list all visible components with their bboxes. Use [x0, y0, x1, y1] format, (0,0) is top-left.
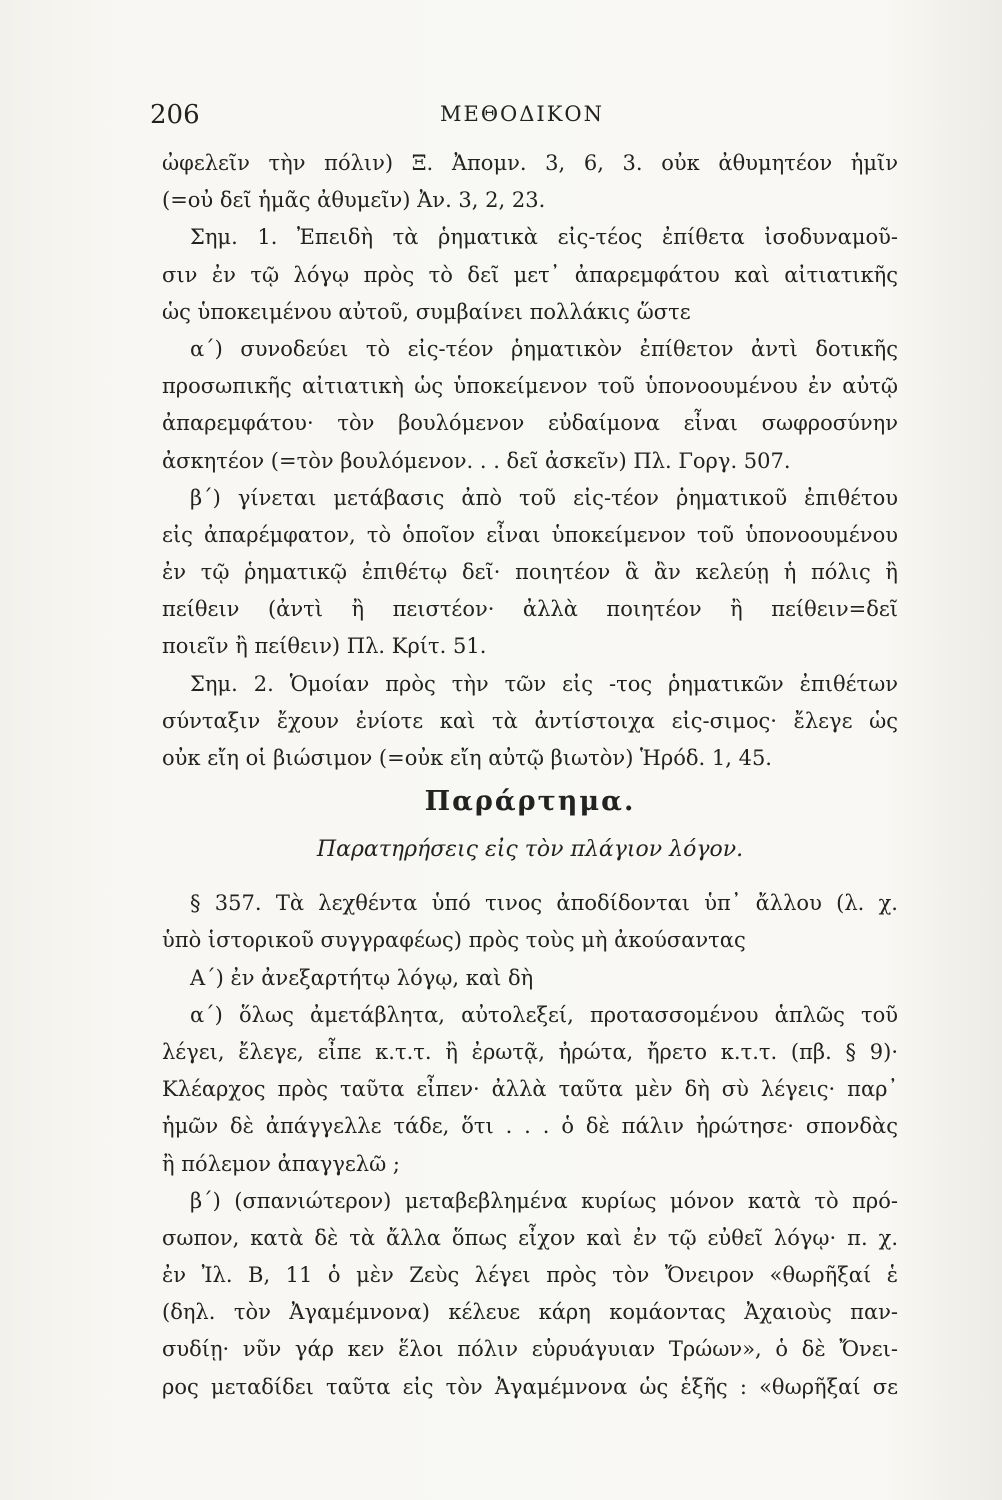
- text-line: α΄) ὅλως ἀμετάβλητα, αὐτολεξεί, προτασσομένου ἁπλῶς τοῦ: [190, 1002, 898, 1027]
- text-line: ἀπαρεμφάτου· τὸν βουλόμενον εὐδαίμονα εἶναι σωφροσύνην: [162, 411, 898, 436]
- text-line: λέγει, ἔλεγε, εἶπε κ.τ.τ. ἢ ἐρωτᾷ, ἠρώτα, ἤρετο κ.τ.τ. (πβ. § 9)·: [162, 1039, 898, 1064]
- text-line: προσωπικῆς αἰτιατικὴ ὡς ὑποκείμενον τοῦ ὑπονοουμένου ἐν αὐτῷ: [162, 374, 898, 399]
- spacer: [162, 873, 898, 885]
- text-line: (δηλ. τὸν Ἀγαμέμνονα) κέλευε κάρη κομάοντας Ἀχαιοὺς παν-: [162, 1300, 898, 1325]
- text-line: ρος μεταδίδει ταῦτα εἰς τὸν Ἀγαμέμνονα ὡς ἑξῆς : «θωρῆξαί σε: [162, 1374, 898, 1399]
- text-line: Σημ. 1. Ἐπειδὴ τὰ ῥηματικὰ εἰς-τέος ἐπίθετα ἰσοδυναμοῦ-: [190, 225, 898, 250]
- text-line: εἰς ἀπαρέμφατον, τὸ ὁποῖον εἶναι ὑποκείμενον τοῦ ὑπονοουμένου: [162, 522, 898, 547]
- body-text: [162, 145, 898, 1406]
- text-line: σωπον, κατὰ δὲ τὰ ἄλλα ὅπως εἶχον καὶ ἐν τῷ εὐθεῖ λόγῳ· π. χ.: [162, 1225, 898, 1250]
- text-line: συδίῃ· νῦν γάρ κεν ἕλοι πόλιν εὐρυάγυιαν Τρώων», ὁ δὲ Ὄνει-: [162, 1337, 898, 1362]
- page-header: [150, 100, 910, 140]
- text-line: ποιεῖν ἢ πείθειν) Πλ. Κρίτ. 51.: [162, 634, 487, 659]
- text-line: πείθειν (ἀντὶ ἢ πειστέον· ἀλλὰ ποιητέον ἢ πείθειν=δεῖ: [162, 597, 898, 622]
- text-line: α΄) συνοδεύει τὸ εἰς-τέον ῥηματικὸν ἐπίθετον ἀντὶ δοτικῆς: [190, 336, 898, 361]
- text-line: σύνταξιν ἔχουν ἐνίοτε καὶ τὰ ἀντίστοιχα εἰς-σιμος· ἔλεγε ὡς: [162, 708, 898, 733]
- text-line: ὠφελεῖν τὴν πόλιν) Ξ. Ἀπομν. 3, 6, 3. οὐκ ἀθυμητέον ἡμῖν: [162, 151, 898, 175]
- text-line: σιν ἐν τῷ λόγῳ πρὸς τὸ δεῖ μετ᾽ ἀπαρεμφάτου καὶ αἰτιατικῆς: [162, 262, 898, 287]
- text-line: ὑπὸ ἱστορικοῦ συγγραφέως) πρὸς τοὺς μὴ ἀκούσαντας: [162, 928, 746, 953]
- text-line: § 357. Τὰ λεχθέντα ὑπό τινος ἀποδίδονται ὑπ᾽ ἄλλου (λ. χ.: [190, 891, 898, 916]
- text-line: ἐν τῷ ῥηματικῷ ἐπιθέτῳ δεῖ· ποιητέον ἃ ἂν κελεύῃ ἡ πόλις ἢ: [162, 560, 898, 585]
- text-line: β΄) (σπανιώτερον) μεταβεβλημένα κυρίως μόνον κατὰ τὸ πρό-: [190, 1188, 898, 1213]
- text-line: ἡμῶν δὲ ἀπάγγελλε τάδε, ὅτι . . . ὁ δὲ πάλιν ἠρώτησε· σπονδὰς: [162, 1114, 898, 1139]
- text-line: Σημ. 2. Ὁμοίαν πρὸς τὴν τῶν εἰς -τος ῥηματικῶν ἐπιθέτων: [190, 671, 898, 696]
- text-line: ἢ πόλεμον ἀπαγγελῶ ;: [162, 1151, 400, 1176]
- text-line: Κλέαρχος πρὸς ταῦτα εἶπεν· ἀλλὰ ταῦτα μὲν δὴ σὺ λέγεις· παρ᾽: [162, 1077, 898, 1102]
- section-heading: Παράρτημα.: [424, 786, 636, 818]
- text-line: Α΄) ἐν ἀνεξαρτήτῳ λόγῳ, καὶ δὴ: [190, 965, 534, 990]
- text-line: ἐν Ἰλ. Β, 11 ὁ μὲν Ζεὺς λέγει πρὸς τὸν Ὄνειρον «θωρῆξαί ἑ: [162, 1263, 898, 1288]
- text-line: οὐκ εἴη οἱ βιώσιμον (=οὐκ εἴη αὐτῷ βιωτὸν) Ἡρόδ. 1, 45.: [162, 746, 772, 770]
- page-number: 206: [150, 100, 200, 130]
- running-head: ΜΕΘΟΔΙΚΟΝ: [440, 102, 605, 126]
- section-subheading: Παρατηρήσεις εἰς τὸν πλάγιον λόγον.: [316, 837, 744, 863]
- text-line: ὡς ὑποκειμένου αὐτοῦ, συμβαίνει πολλάκις ὥστε: [162, 299, 691, 324]
- text-line: (=οὐ δεῖ ἡμᾶς ἀθυμεῖν) Ἀν. 3, 2, 23.: [162, 188, 546, 213]
- text-line: ἀσκητέον (=τὸν βουλόμενον. . . δεῖ ἀσκεῖν) Πλ. Γοργ. 507.: [162, 448, 791, 473]
- text-line: β΄) γίνεται μετάβασις ἀπὸ τοῦ εἰς-τέον ῥηματικοῦ ἐπιθέτου: [190, 485, 898, 510]
